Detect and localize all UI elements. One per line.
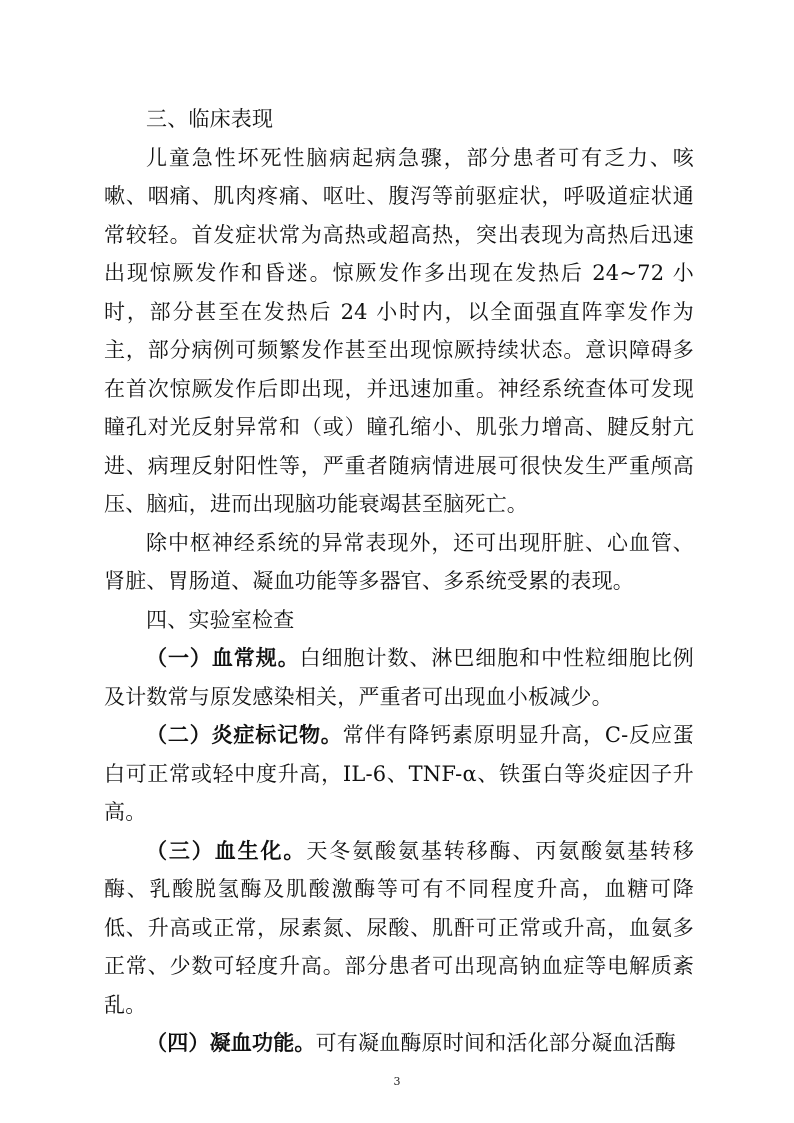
lab-item-text: 可有凝血酶原时间和活化部分凝血活酶 — [315, 1031, 677, 1055]
section-heading-clinical: 三、临床表现 — [146, 107, 274, 131]
lab-item-lead: （三）血生化。 — [146, 838, 307, 863]
lab-item-blood-biochemistry — [104, 832, 694, 1025]
lab-item-lead: （一）血常规。 — [146, 646, 300, 670]
lab-item-text: 白细胞计数、淋巴细胞和中性粒细胞比例及计数常与原发感染相关，严重者可出现血小板减少。 — [104, 646, 694, 709]
lab-item-coagulation — [104, 1024, 694, 1063]
lab-item-lead: （二）炎症标记物。 — [146, 723, 343, 747]
page-content — [104, 100, 694, 1063]
section-heading-lab: 四、实验室检查 — [146, 607, 295, 632]
lab-item-blood-routine — [104, 639, 694, 716]
lab-item-lead: （四）凝血功能。 — [146, 1031, 316, 1055]
lab-item-text: 天冬氨酸氨基转移酶、丙氨酸氨基转移酶、乳酸脱氢酶及肌酸激酶等可有不同程度升高，血糖可降低、升高或正常，尿素氮、尿酸、肌酐可正常或升高，血氨多正常、少数可轻度升高。部分患者可出现高钠血症等电解质紊乱。 — [104, 838, 694, 1017]
page-number: 3 — [393, 1075, 401, 1088]
clinical-paragraph-1: 儿童急性坏死性脑病起病急骤，部分患者可有乏力、咳嗽、咽痛、肌肉疼痛、呕吐、腹泻等前驱症状，呼吸道症状通常较轻。首发症状常为高热或超高热，突出表现为高热后迅速出现惊厥发作和昏迷。惊厥发作多出现在发热后 24~72 小时，部分甚至在发热后 24 小时内，以全面强直阵挛发作为主，部分病例可频繁发作甚至出现惊厥持续状态。意识障碍多在首次惊厥发作后即出现，并迅速加重。神经系统查体可发现瞳孔对光反射异常和（或）瞳孔缩小、肌张力增高、腱反射亢进、病理反射阳性等，严重者随病情进展可很快发生严重颅高压、脑疝，进而出现脑功能衰竭甚至脑死亡。 — [104, 145, 695, 516]
lab-item-text: 常伴有降钙素原明显升高，C-反应蛋白可正常或轻中度升高，IL-6、TNF-α、铁蛋白等炎症因子升高。 — [104, 723, 694, 824]
clinical-paragraph-2: 除中枢神经系统的异常表现外，还可出现肝脏、心血管、肾脏、胃肠道、凝血功能等多器官、多系统受累的表现。 — [104, 530, 694, 593]
lab-item-inflammation-markers — [104, 716, 694, 832]
